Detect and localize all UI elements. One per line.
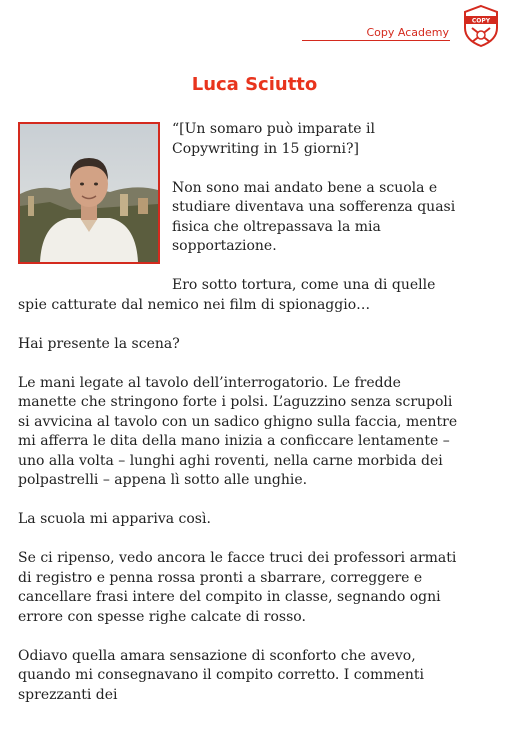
paragraph: Hai presente la scena? (18, 335, 180, 352)
page-title: Luca Sciutto (191, 74, 318, 95)
paragraph: Se ci ripenso, vedo ancora le facce truci dei professori armati di registro e penna rossa pronti a sbarrare, correggere e cancellare frasi intere del compito in classe, segnando ogni errore con spesse righe calcate di rosso. (18, 550, 457, 625)
paragraph: Non sono mai andato bene a scuola e studiare diventava una sofferenza quasi fisica che oltrepassava la mia sopportazione. (172, 179, 456, 254)
paragraph: “[Un somaro può imparate il Copywriting in 15 giorni?] (172, 121, 375, 157)
paragraph: La scuola mi appariva così. (18, 511, 211, 527)
copy-academy-logo-icon (462, 4, 500, 48)
paragraph: Ero sotto tortura, come una di quelle spie catturate dal nemico nei film di spionaggio… (18, 277, 436, 313)
svg-text:COPY: COPY (471, 17, 491, 25)
article-body (18, 120, 458, 725)
paragraph: Odiavo quella amara sensazione di sconforto che avevo, quando mi consegnavano il compito corretto. I commenti sprezzanti dei (18, 647, 424, 703)
header-brand-label: Copy Academy (366, 26, 449, 39)
paragraph: Le mani legate al tavolo dell’interrogatorio. Le fredde manette che stringono forte i polsi. L’aguzzino senza scrupoli si avvicina al tavolo con un sadico ghigno sulla faccia, mentre mi afferra le dita della mano inizia a conficcare lentamente – uno alla volta – lunghi aghi roventi, nella carne morbida dei polpastrelli – appena lì sotto alle unghie. (18, 374, 458, 488)
header-divider (302, 40, 450, 41)
